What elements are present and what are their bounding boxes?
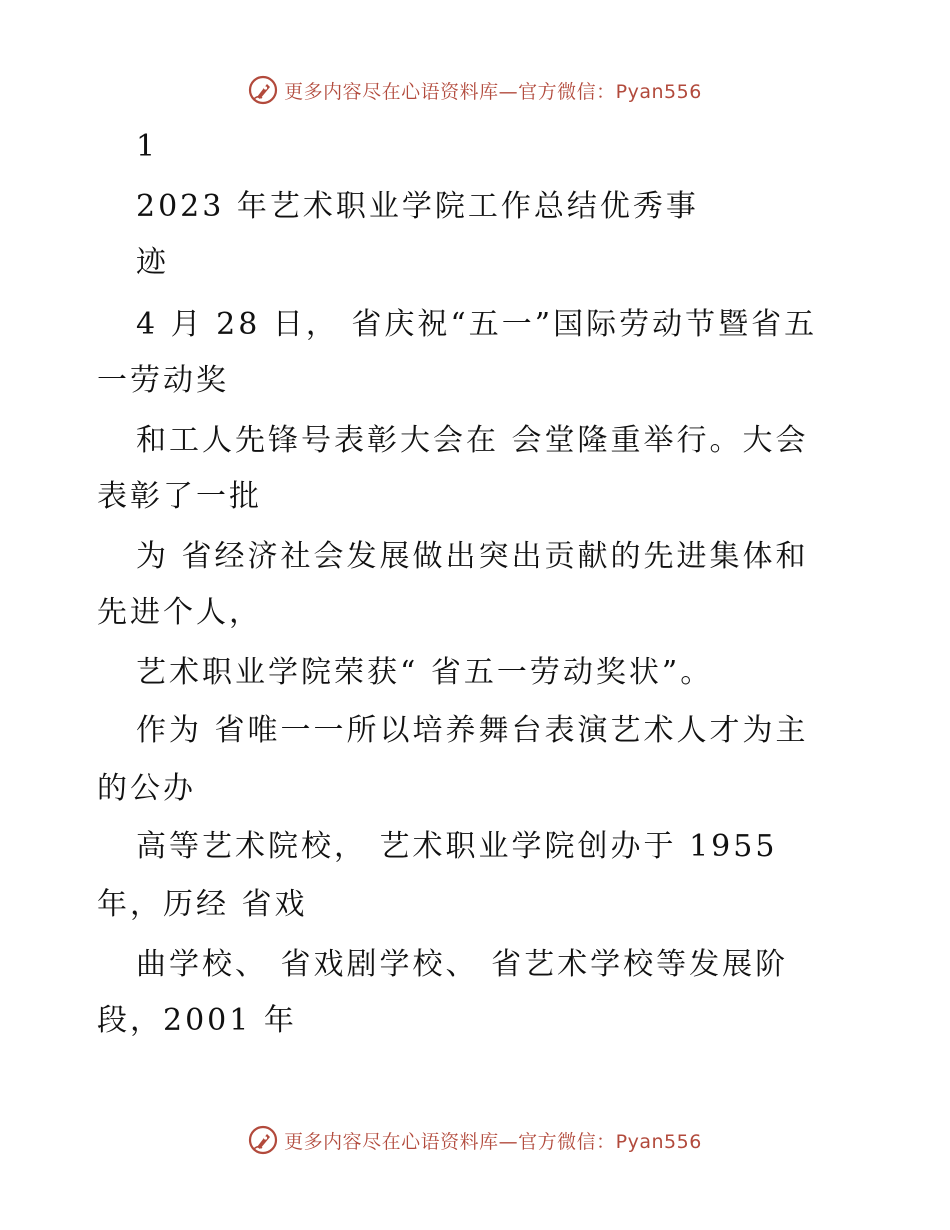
paragraph-line: 高等艺术院校， 艺术职业学院创办于 1955 — [136, 829, 778, 864]
paragraph-line: 段，2001 年 — [97, 1003, 297, 1038]
watermark-text: 更多内容尽在心语资料库—官方微信：Pyan556 — [284, 80, 702, 103]
footer-watermark — [0, 1120, 950, 1160]
document-title-line-2: 迹 — [136, 245, 169, 280]
paragraph-line: 和工人先锋号表彰大会在 会堂隆重举行。大会 — [136, 423, 809, 458]
paragraph-line: 先进个人， — [97, 595, 262, 630]
paragraph-line: 表彰了一批 — [97, 479, 262, 514]
paragraph-line: 为 省经济社会发展做出突出贡献的先进集体和 — [136, 539, 809, 574]
document-title-line-1: 2023 年艺术职业学院工作总结优秀事 — [136, 189, 699, 224]
header-watermark — [0, 70, 950, 110]
watermark-text: 更多内容尽在心语资料库—官方微信：Pyan556 — [284, 1130, 702, 1153]
pen-nib-logo-icon — [248, 1125, 278, 1155]
paragraph-line: 作为 省唯一一所以培养舞台表演艺术人才为主 — [136, 713, 809, 748]
paragraph-line: 一劳动奖 — [97, 363, 229, 398]
paragraph-line: 曲学校、 省戏剧学校、 省艺术学校等发展阶 — [136, 947, 789, 982]
paragraph-line: 艺术职业学院荣获“ 省五一劳动奖状”。 — [136, 655, 714, 690]
page-number: 1 — [136, 129, 159, 164]
paragraph-line: 年，历经 省戏 — [97, 887, 308, 922]
pen-nib-logo-icon — [248, 75, 278, 105]
paragraph-line: 4 月 28 日， 省庆祝“五一”国际劳动节暨省五 — [136, 307, 818, 342]
paragraph-line: 的公办 — [97, 771, 196, 806]
